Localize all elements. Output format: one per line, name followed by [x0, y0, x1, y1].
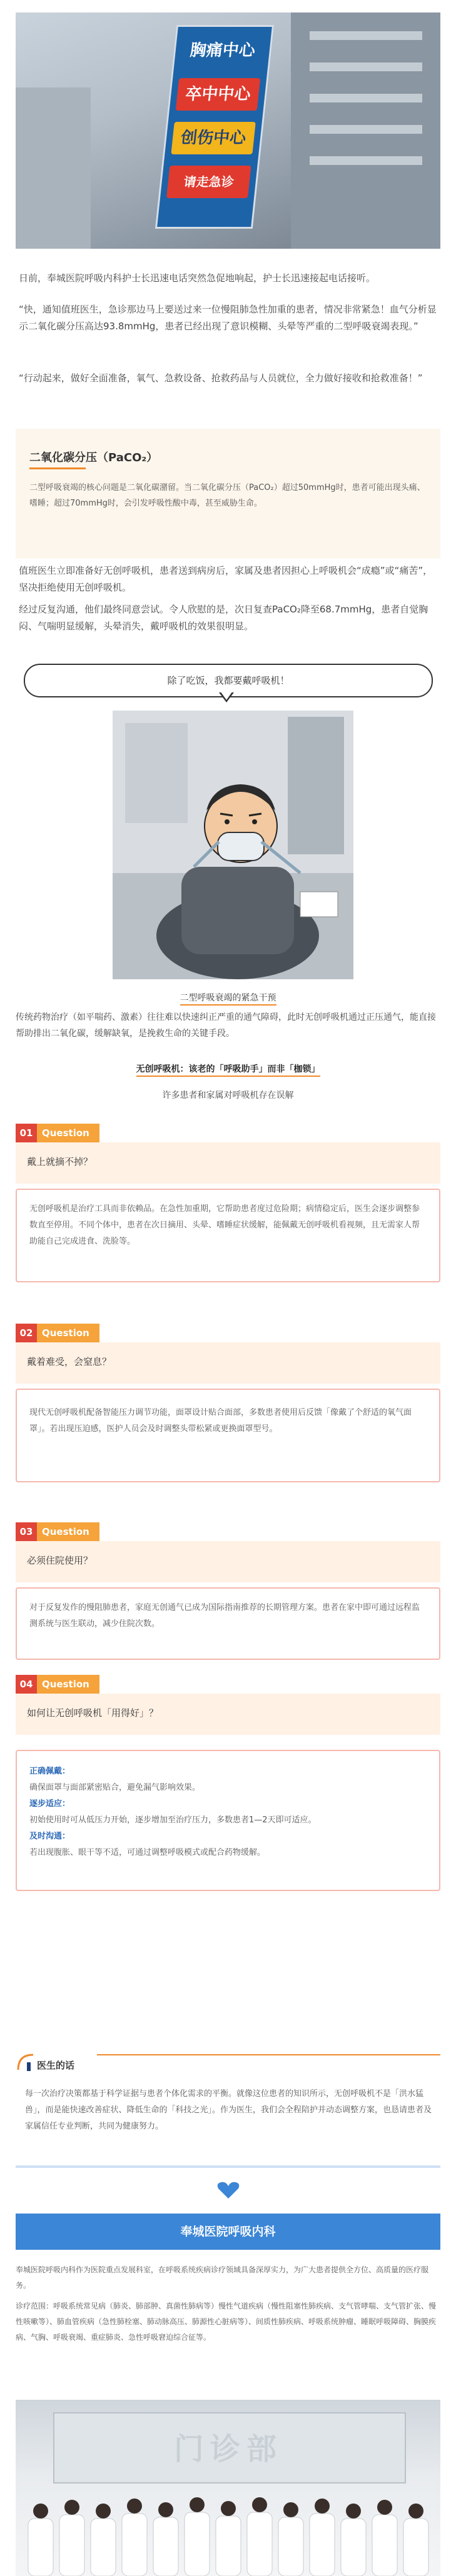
answer-4-card	[16, 1750, 440, 1891]
answer-4-content	[29, 1764, 427, 1861]
sign-trauma: 创伤中心	[171, 122, 255, 154]
question-2-label: Question	[37, 1324, 99, 1342]
photo2-caption-wrap	[0, 991, 456, 1004]
answer-2-card	[16, 1389, 440, 1482]
info-box-paco2	[16, 429, 440, 559]
question-2-number: 02	[16, 1324, 37, 1342]
hero-photo	[16, 12, 440, 249]
staff-photo	[16, 2400, 440, 2576]
intro-paragraph-2: “快，通知值班医生，急诊那边马上要送过来一位慢阻肺急性加重的患者，情况非常紧急！血气分析显示二氧化碳分压高达93.8mmHg，患者已经出现了意识模糊、头晕等严重的二型呼吸衰竭表现。”	[19, 304, 437, 332]
question-4-bar	[16, 1694, 440, 1735]
question-3-text: 必须住院使用？	[27, 1555, 93, 1566]
question-1-number: 01	[16, 1124, 37, 1142]
divider-line	[16, 2165, 440, 2168]
answer-4-text-3: 若出现腹胀、眼干等不适，可通过调整呼吸模式或配合药物缓解。	[29, 1848, 266, 1857]
emergency-sign	[155, 25, 274, 229]
question-4-text: 如何让无创呼吸机「用得好」？	[27, 1707, 159, 1719]
question-2-bar	[16, 1342, 440, 1384]
answer-3-card	[16, 1587, 440, 1660]
heart-icon	[216, 2181, 241, 2200]
answer-4-heading-3: 及时沟通：	[29, 1832, 71, 1841]
doctor-words-title: 医生的话	[37, 2060, 75, 2071]
department-title: 奉城医院呼吸内科	[180, 2225, 276, 2239]
question-1-text: 戴上就摘不掉？	[27, 1156, 93, 1167]
sign-chest-pain: 胸痛中心	[180, 34, 265, 67]
question-3-label: Question	[37, 1522, 99, 1541]
question-1-bar	[16, 1142, 440, 1184]
doctor-words-frame	[16, 2051, 440, 2074]
mid-paragraph-2: 经过反复沟通，他们最终同意尝试。令人欣慰的是，次日复查PaCO₂降至68.7mmHg，患者自觉胸闷、气喘明显缓解，头晕消失，戴呼吸机的效果很明显。	[19, 604, 428, 632]
department-paragraph-2: 诊疗范围：呼吸系统常见病（肺炎、肺部肿、真菌性肺病等）慢性气道疾病（慢性阻塞性肺疾病、支气管哮喘、支气管扩张、慢性咳嗽等）、肺血管疾病（急性肺栓塞、肺动脉高压、肺源性心脏病等）、间质性肺疾病、呼吸系统肿瘤、睡眠呼吸障碍、胸膜疾病、气胸、呼吸衰竭、重症肺炎、急性呼吸窘迫综合征等。	[16, 2302, 437, 2342]
question-4-label: Question	[37, 1675, 99, 1694]
clinic-sign: 门诊部	[173, 2432, 283, 2467]
patient-drawing	[113, 711, 353, 979]
answer-2-text: 现代无创呼吸机配备智能压力调节功能，面罩设计贴合面部，多数患者使用后反馈「像戴了个舒适的氧气面罩」。若出现压迫感，医护人员会及时调整头带松紧或更换面罩型号。	[29, 1408, 412, 1434]
answer-4-heading-1: 正确佩戴：	[29, 1767, 71, 1776]
question-3-bar	[16, 1541, 440, 1582]
question-3-number: 03	[16, 1522, 37, 1541]
answer-4-text-2: 初始使用时可从低压力开始，逐步增加至治疗压力，多数患者1—2天即可适应。	[29, 1815, 317, 1825]
doctor-words-header	[16, 2051, 440, 2074]
intro-paragraph-1: 日前，奉城医院呼吸内科护士长迅速电话突然急促地响起，护士长迅速接起电话接听。	[19, 272, 376, 284]
department-text	[16, 2262, 441, 2350]
info-box-title: 二氧化碳分压（PaCO₂）	[29, 451, 158, 464]
subhead-wrap	[0, 1062, 456, 1075]
answer-3-text: 对于反复发作的慢阻肺患者，家庭无创通气已成为国际指南推荐的长期管理方案。患者在家中即可通过远程监测系统与医生联动，减少住院次数。	[29, 1603, 420, 1629]
info-box-text: 二型呼吸衰竭的核心问题是二氧化碳潴留。当二氧化碳分压（PaCO₂）超过50mmHg时，患者可能出现头痛、嗜睡；超过70mmHg时，会引发呼吸性酸中毒，甚至威胁生命。	[29, 483, 425, 508]
sign-er: 请走急诊	[166, 166, 251, 198]
emergency-text: 传统药物治疗（如平喘药、激素）往往难以快速纠正严重的通气障碍，此时无创呼吸机通过正压通气，能直接帮助排出二氧化碳，缓解缺氧，是挽救生命的关键手段。	[16, 1012, 436, 1039]
sign-stroke: 卒中中心	[176, 78, 260, 111]
info-box-underline	[29, 467, 86, 469]
department-banner	[16, 2214, 440, 2250]
answer-4-text-1: 确保面罩与面部紧密贴合，避免漏气影响效果。	[29, 1783, 201, 1792]
doctor-words-text: 每一次治疗决策都基于科学证据与患者个体化需求的平衡。就像这位患者的知识所示，无创呼吸机不是「洪水猛兽」，而是能快速改善症状、降低生命的「科技之光」。作为医生，我们会全程陪护并动态调整方案，也恳请患者及家属信任专业判断，共同为健康努力。	[25, 2089, 432, 2131]
subhead-sub: 许多患者和家属对呼吸机存在误解	[162, 1091, 294, 1101]
speech-bubble: 除了吃饭，我都要戴呼吸机！	[24, 664, 433, 697]
photo2-caption: 二型呼吸衰竭的紧急干预	[180, 993, 276, 1006]
question-4-number: 04	[16, 1675, 37, 1694]
intro-paragraph-3: “行动起来，做好全面准备，氧气、急救设备、抢救药品与人员就位，全力做好接收和抢救准备！”	[19, 372, 423, 384]
patient-illustration	[113, 711, 353, 979]
speech-bubble-tail-fill	[220, 691, 233, 700]
staff-group	[16, 2494, 440, 2576]
answer-1-text: 无创呼吸机是治疗工具而非依赖品。在急性加重期，它帮助患者度过危险期；病情稳定后，医生会逐步调整参数直至停用。不同个体中，患者在次日摘用、头晕、嗜睡症状缓解，能佩戴无创呼吸机看视频，且无需家人帮助能自己完成进食、洗脸等。	[29, 1204, 420, 1246]
question-2-text: 戴着难受，会窒息？	[27, 1356, 112, 1367]
department-paragraph-1: 奉城医院呼吸内科作为医院重点发展科室，在呼吸系统疾病诊疗领域具备深厚实力，为广大患者提供全方位、高质量的医疗服务。	[16, 2265, 429, 2290]
question-1-label: Question	[37, 1124, 99, 1142]
mid-paragraph-1: 值班医生立即准备好无创呼吸机，患者送到病房后，家属及患者因担心上呼吸机会“成瘾”或“痛苦”，坚决拒绝使用无创呼吸机。	[19, 565, 433, 593]
subhead: 无创呼吸机：该老的「呼吸助手」而非「枷锁」	[136, 1064, 320, 1077]
answer-1-card	[16, 1189, 440, 1282]
answer-4-heading-2: 逐步适应：	[29, 1799, 71, 1809]
